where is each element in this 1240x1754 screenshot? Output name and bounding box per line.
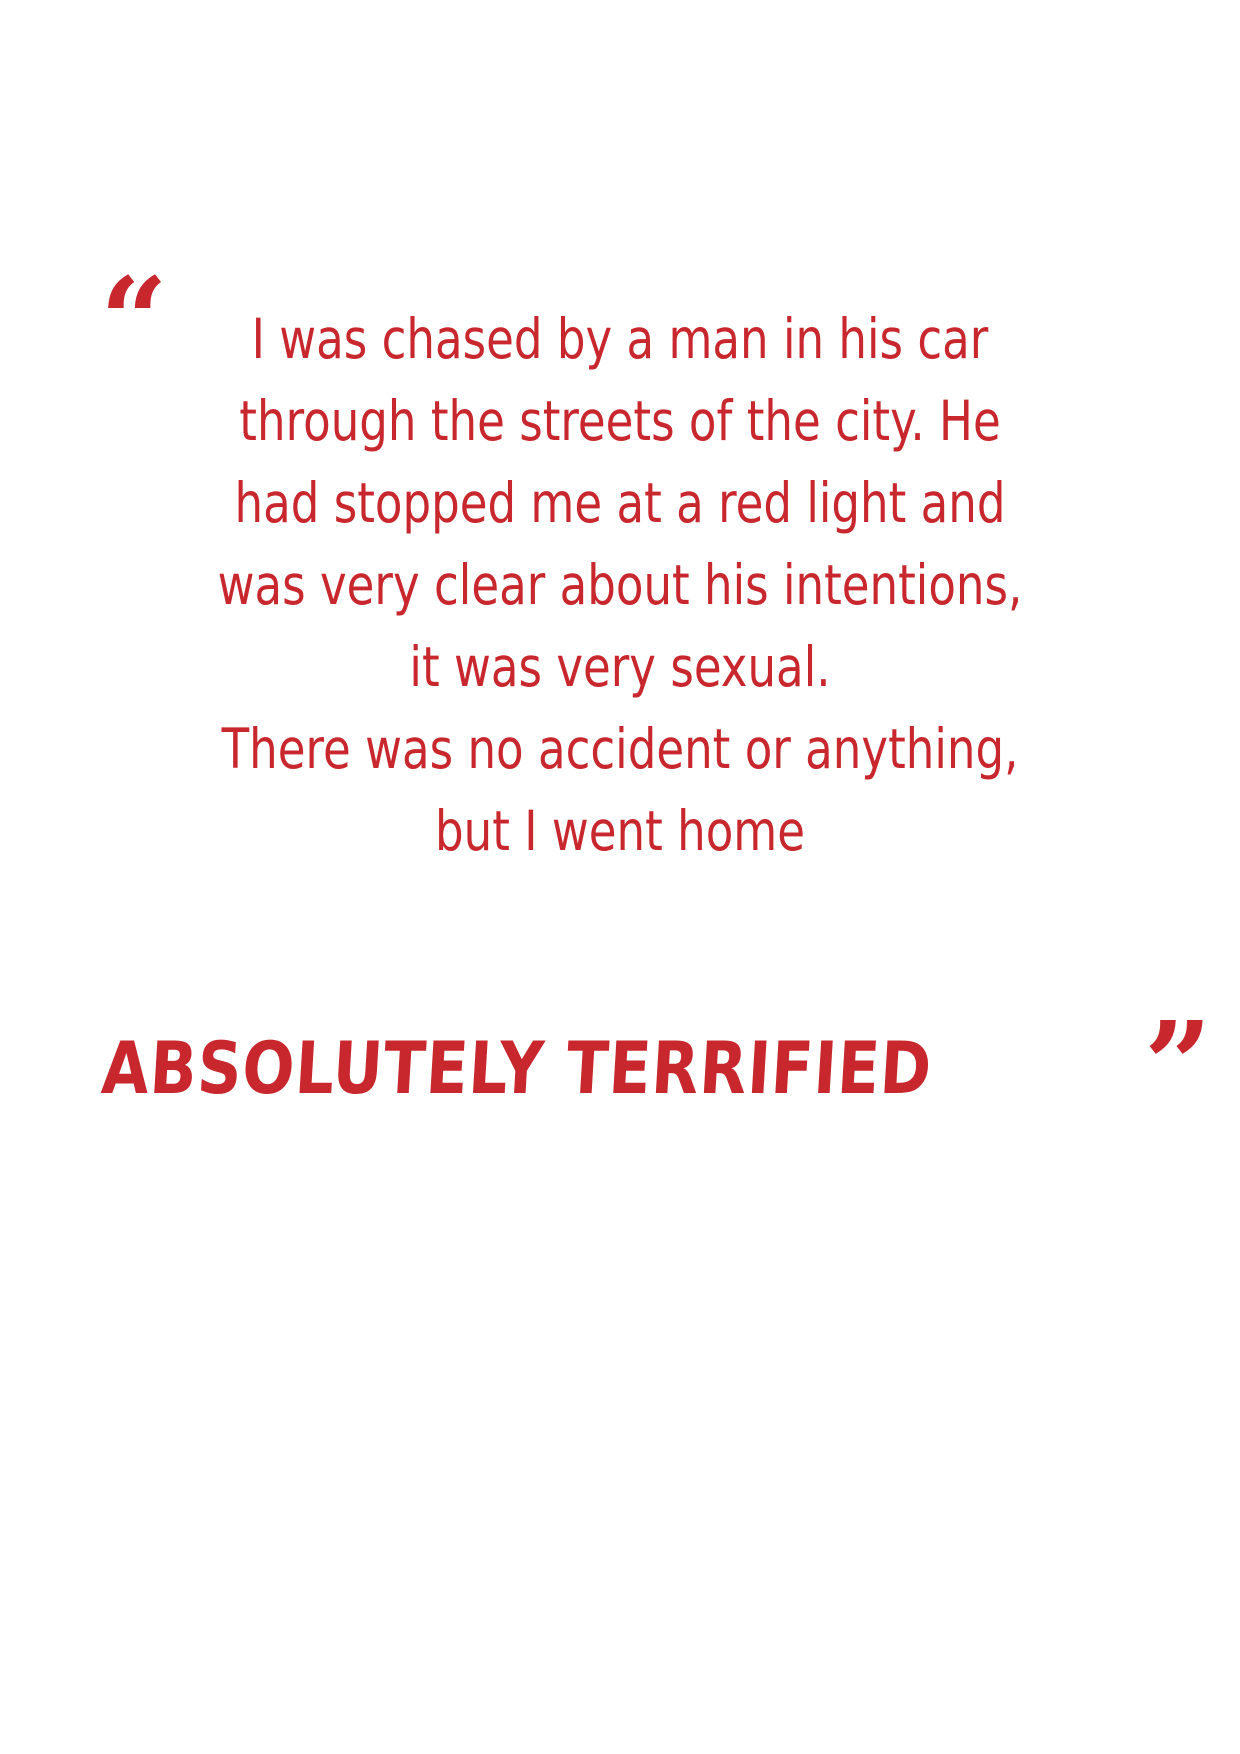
emphasis-heading: ABSOLUTELY TERRIFIED (99, 1026, 935, 1110)
close-quote-mark: ” (1144, 995, 1212, 1134)
quote-line: I was chased by a man in his car (251, 307, 989, 371)
quote-line: but I went home (435, 799, 805, 863)
quote-line: was very clear about his intentions, (217, 553, 1023, 617)
quote-line: had stopped me at a red light and (234, 471, 1006, 535)
quote-line: it was very sexual. (409, 635, 831, 699)
quote-line: There was no accident or anything, (221, 717, 1019, 781)
quote-line: through the streets of the city. He (239, 389, 1001, 453)
quote-body (194, 298, 1047, 872)
open-quote-mark: “ (100, 251, 168, 390)
